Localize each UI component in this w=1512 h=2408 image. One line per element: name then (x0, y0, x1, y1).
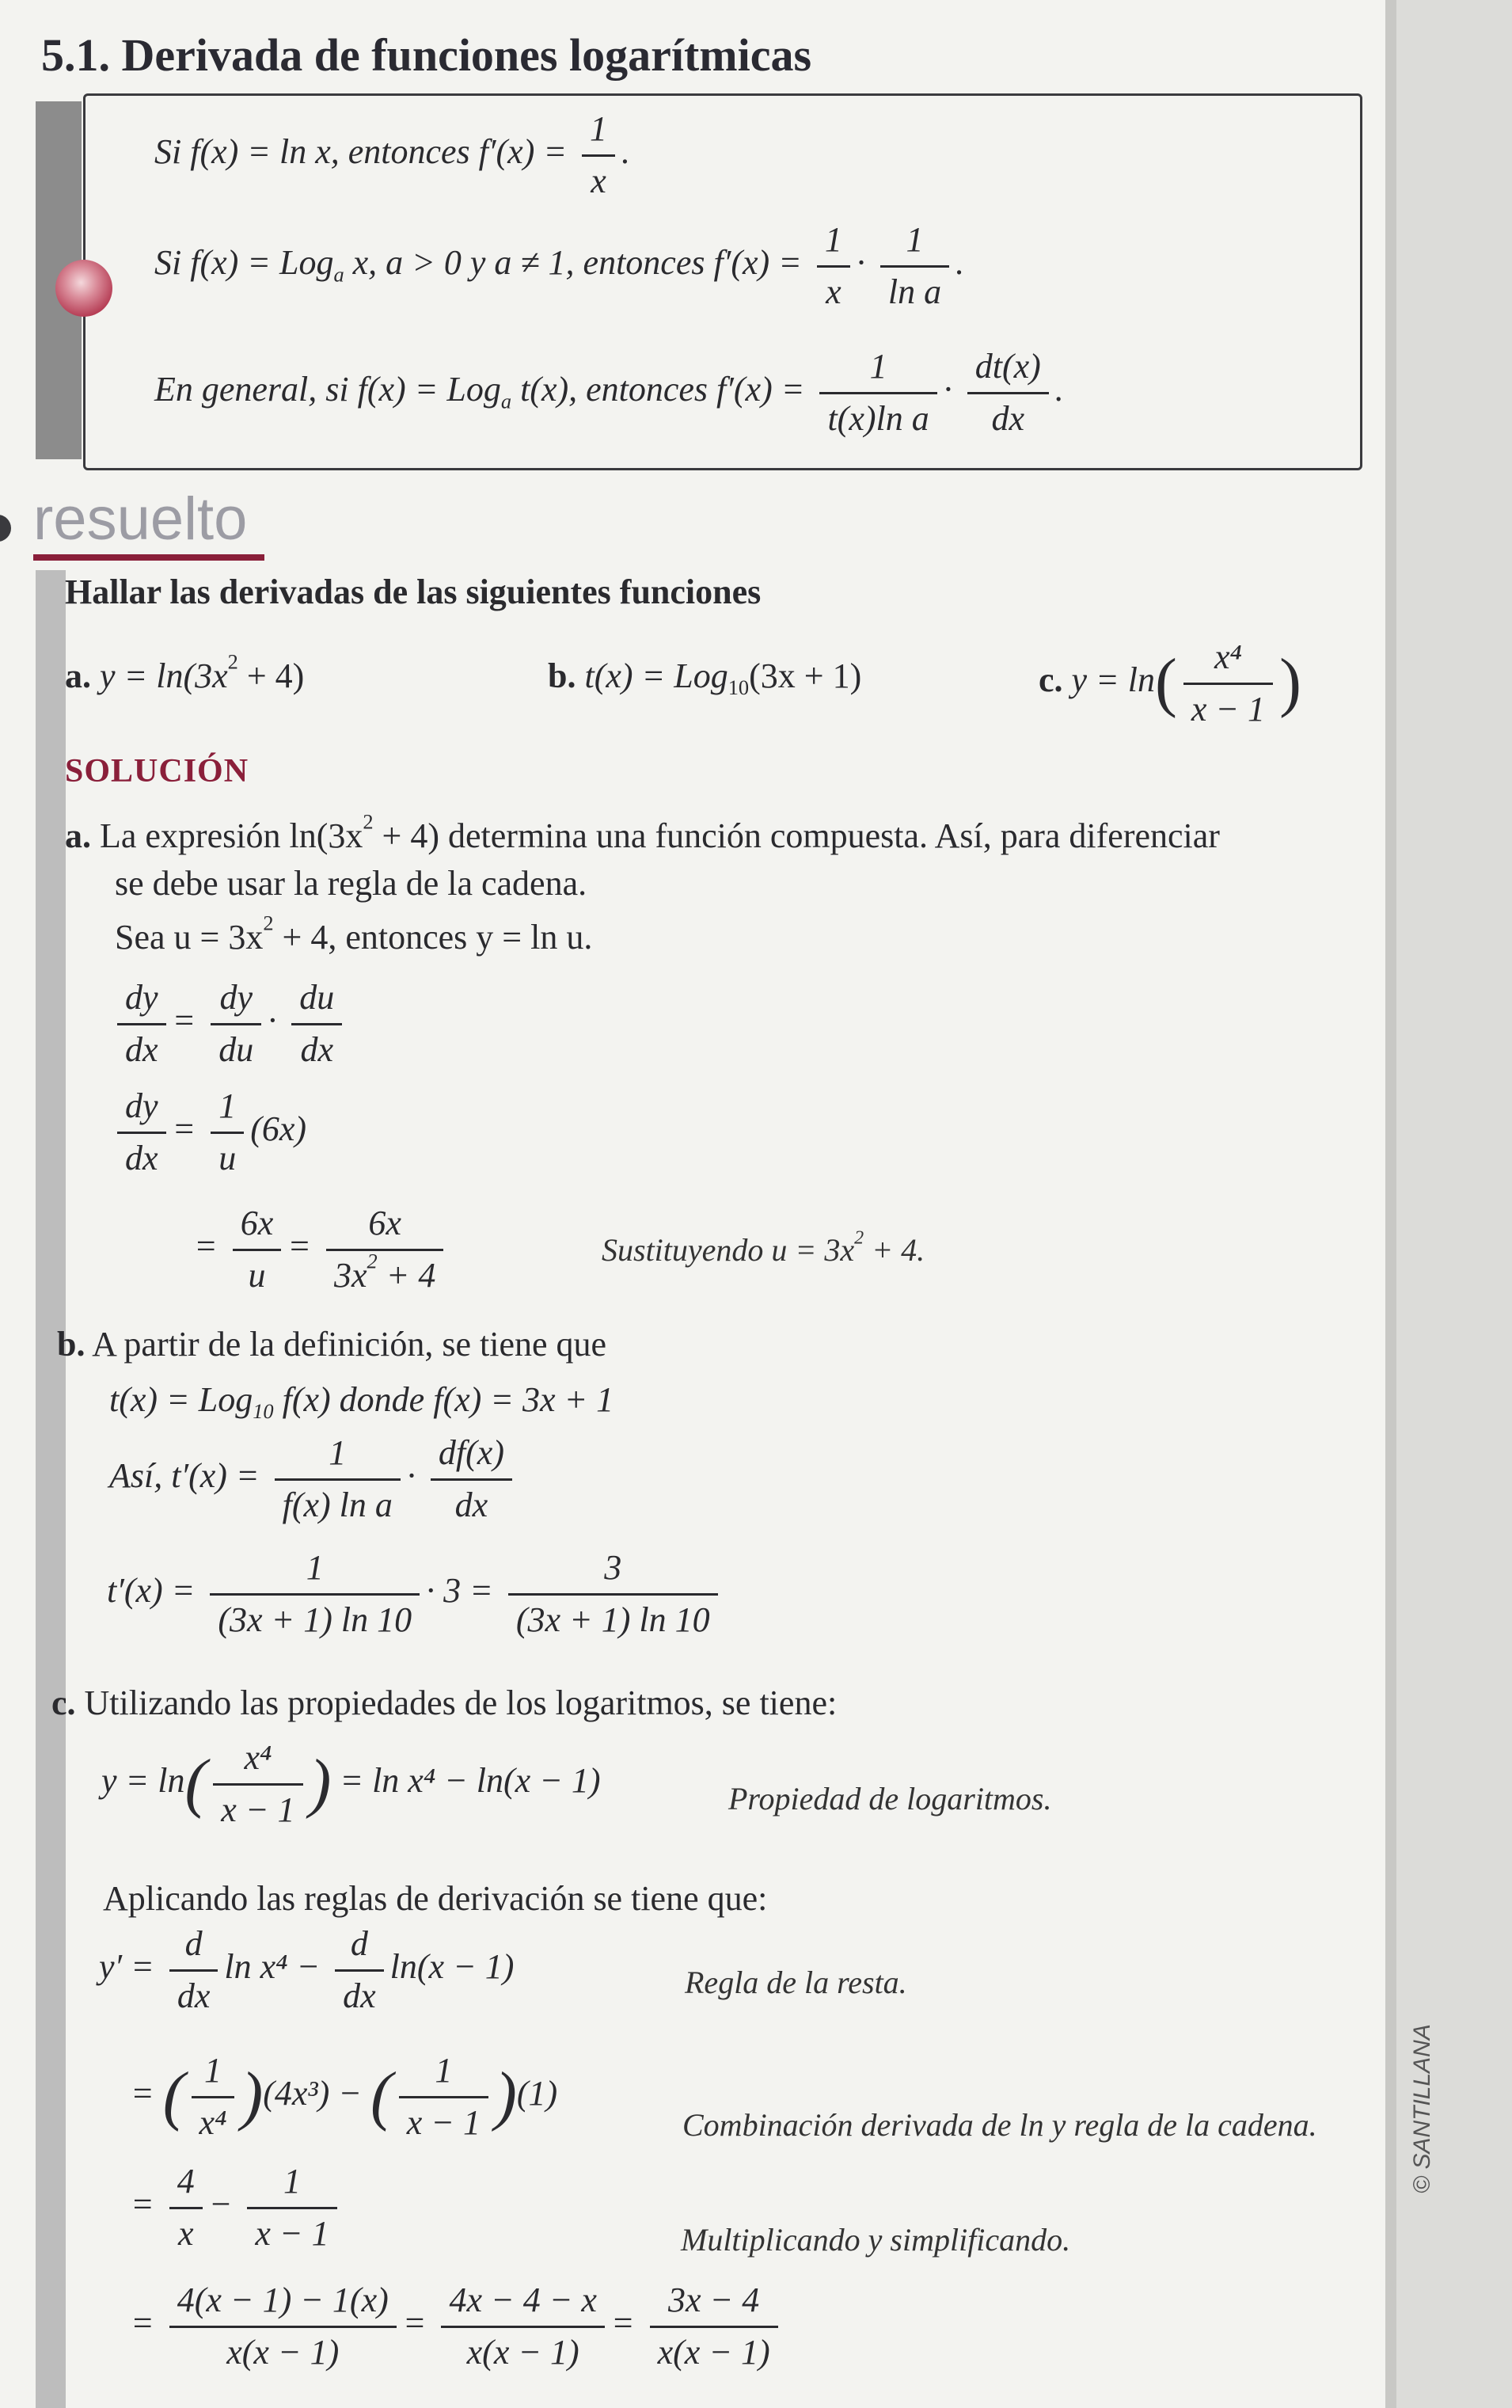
solution-a-eq-3: = $\frac{6x}{u}$ = $\frac{6x}{3x^2 + 4}$ (194, 1204, 450, 1295)
solution-a-note: Sustituyendo $u = 3x^2 + 4$. (602, 1227, 925, 1268)
problem-a: a. $y = \ln(3x^2 + 4)$ (65, 649, 305, 695)
solution-c-eq-3: = ( $\frac{1}{\text{x⁴}}$ )(4x³) − ( $\frac{1}{x - 1}$ )(1) (131, 2051, 558, 2142)
section-title: 5.1. Derivada de funciones logarítmicas (41, 29, 812, 81)
solution-a-eq-2: $\frac{dy}{dx}$ = $\frac{1}{u}$ (6x) (111, 1086, 306, 1178)
solution-c-eq-5: = $\frac{4(x - 1) - 1(x)}{x(x - 1)}$ = $\frac{4x - 4 - x}{x(x - 1)}$ = $\frac{3x - 4}{x(x - 1)}$ (131, 2281, 784, 2372)
solution-c-note-1: Propiedad de logaritmos. (728, 1781, 1052, 1816)
problem-c: c. y = ln( $\frac{\text{x⁴}}{x - 1}$ ) (1039, 637, 1301, 728)
solution-a-eq-1: $\frac{dy}{dx}$ = $\frac{dy}{du}$ · $\frac{du}{dx}$ (111, 978, 348, 1070)
page-edge-shadow (1385, 0, 1396, 2408)
problem-b: b. t(x) = Log$_{10}$(3x + 1) (548, 656, 862, 700)
example-side-bar (36, 570, 66, 2408)
theory-formula-1: Si f(x) = ln x, entonces f′(x) = $\frac{1}{x}$ . (154, 109, 631, 200)
solution-c-line-1: c. Utilizando las propiedades de los logaritmos, se tiene: (51, 1683, 838, 1722)
solution-b-line-4: t′(x) = $\frac{1}{(3x + 1) \ln 10}$ · 3 = $\frac{3}{(3x + 1) \ln 10}$ (107, 1548, 724, 1640)
copyright-label: © SANTILLANA (1409, 2024, 1435, 2193)
solution-label: SOLUCIÓN (65, 753, 249, 789)
solution-c-eq-2: y′ = $\frac{d}{dx}$ ln x⁴ − $\frac{d}{dx}$ ln(x − 1) (99, 1924, 515, 2015)
bullet-dot-icon (55, 260, 112, 317)
solution-a-line-3: Sea $u = 3x^2 + 4$, entonces y = ln u. (115, 911, 593, 957)
problem-heading: Hallar las derivadas de las siguientes funciones (65, 573, 762, 611)
solution-c-eq-1: y = ln( $\frac{\text{x⁴}}{x - 1}$ ) = ln x⁴ − ln(x − 1) (101, 1738, 601, 1829)
solution-a-line-1: a. La expresión $\ln(3x^2 + 4)$ determina una función compuesta. Así, para diferenciar (65, 809, 1220, 855)
solution-c-eq-4: = $\frac{4}{x}$ − $\frac{1}{x - 1}$ (131, 2162, 344, 2254)
solution-c-line-2: Aplicando las reglas de derivación se tiene que: (103, 1879, 768, 1918)
page-edge (1385, 0, 1512, 2408)
solution-b-line-2: t(x) = Log$_{10}$ f(x) donde f(x) = 3x + 1 (109, 1380, 614, 1424)
solution-a-line-2: se debe usar la regla de la cadena. (115, 864, 587, 903)
solution-c-note-4: Multiplicando y simplificando. (681, 2222, 1071, 2258)
theory-formula-2: Si f(x) = Log$_a$ x, a > 0 y a ≠ 1, entonces f′(x) = $\frac{1}{x}$ · $\frac{1}{\text{ln a}}$ . (154, 220, 965, 311)
section-label: resuelto (33, 485, 248, 553)
section-underline (33, 554, 264, 561)
solution-c-note-2: Regla de la resta. (685, 1965, 907, 2000)
solution-b-line-1: b. A partir de la definición, se tiene que (57, 1325, 607, 1364)
solution-b-line-3: Así, t′(x) = $\frac{1}{\text{f(x) ln a}}$ · $\frac{df(x)}{dx}$ (109, 1433, 519, 1525)
theory-formula-3: En general, si f(x) = Log$_a$ t(x), entonces f′(x) = $\frac{1}{\text{t(x)ln a}}$ · $\frac{dt(x)}{dx}$ . (154, 347, 1064, 438)
solution-c-note-3: Combinación derivada de ln y regla de la cadena. (682, 2107, 1317, 2143)
